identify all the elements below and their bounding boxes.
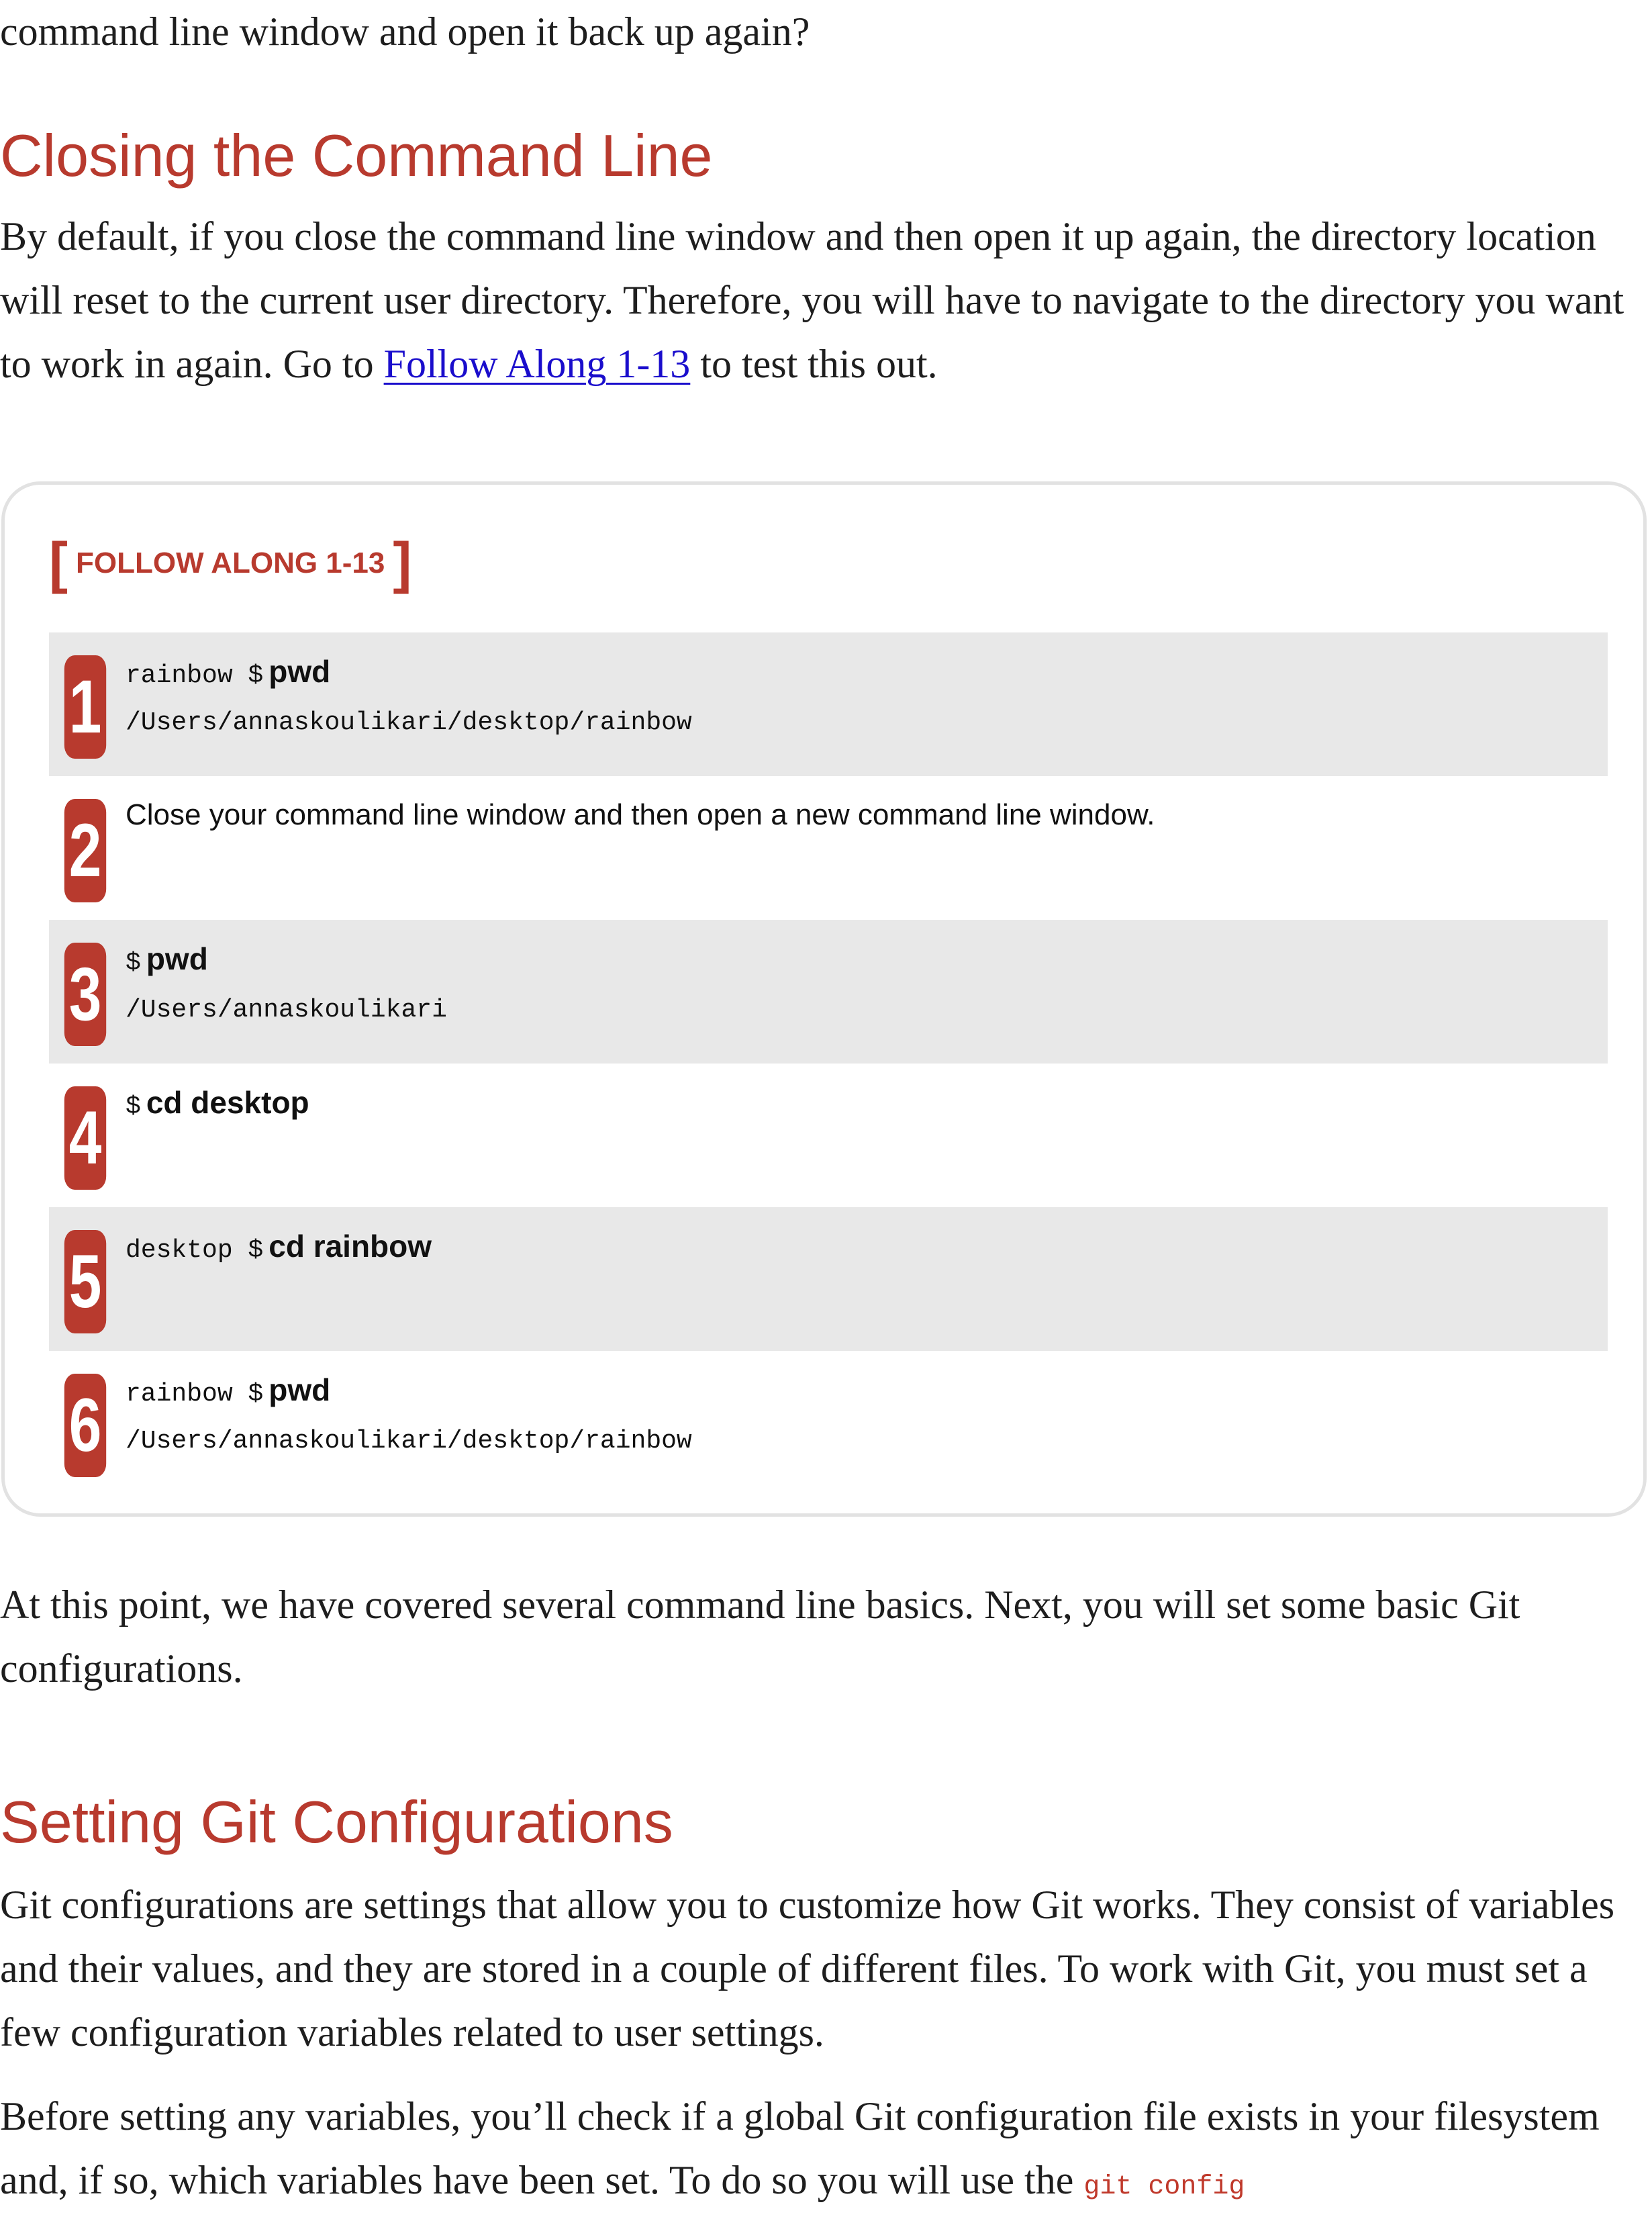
intro-paragraph: command line window and open it back up again? xyxy=(0,9,810,54)
step-5 xyxy=(49,1207,1608,1351)
shell-command: cd desktop xyxy=(146,1085,309,1120)
step-3 xyxy=(49,920,1608,1064)
shell-output: /Users/annaskoulikari/desktop/rainbow xyxy=(126,708,692,737)
shell-output: /Users/annaskoulikari/desktop/rainbow xyxy=(126,1427,692,1456)
shell-prompt: rainbow $ xyxy=(126,1380,264,1409)
closing-paragraph-tail: to test this out. xyxy=(690,342,938,386)
heading-closing-command-line: Closing the Command Line xyxy=(0,122,713,189)
basics-paragraph: At this point, we have covered several command line basics. Next, you will set some basic Git configurations. xyxy=(0,1583,1520,1691)
git-config-check-text: Before setting any variables, you’ll check if a global Git configuration file exists in your filesystem and, if so, which variables have been set. To do so you will use the xyxy=(0,2094,1600,2202)
follow-along-link[interactable]: Follow Along 1-13 xyxy=(383,342,691,386)
title-bracket-close: ] xyxy=(393,531,412,594)
step-command-line xyxy=(126,1081,309,1132)
step-number-badge: 5 xyxy=(64,1230,106,1333)
title-bracket-open: [ xyxy=(49,531,68,594)
shell-command: pwd xyxy=(269,654,331,689)
follow-along-title-text: FOLLOW ALONG 1-13 xyxy=(75,546,385,579)
step-number-badge: 3 xyxy=(64,943,106,1046)
step-number-badge: 1 xyxy=(64,655,106,759)
shell-prompt: $ xyxy=(126,949,141,978)
heading-setting-git-configurations: Setting Git Configurations xyxy=(0,1789,673,1855)
step-command-line xyxy=(126,1225,432,1276)
closing-paragraph-text: By default, if you close the command line window and then open it up again, the directory location will reset to the current user directory. Therefore, you will have to navigate to the directory you want to work in again. Go to xyxy=(0,214,1624,386)
shell-output: /Users/annaskoulikari xyxy=(126,996,447,1025)
shell-prompt: desktop $ xyxy=(126,1236,264,1265)
step-number-badge: 4 xyxy=(64,1086,106,1190)
follow-along-box xyxy=(1,481,1647,1517)
shell-command: pwd xyxy=(146,941,208,976)
step-6 xyxy=(49,1351,1608,1495)
step-instruction: Close your command line window and then open a new command line window. xyxy=(126,798,1155,831)
closing-paragraph xyxy=(0,205,1638,396)
git-config-paragraph: Git configurations are settings that allow you to customize how Git works. They consist of variables and their values, and they are stored in a couple of different files. To work with Git, you must set a few configuration variables related to user settings. xyxy=(0,1883,1615,2055)
shell-command: pwd xyxy=(269,1372,331,1407)
shell-prompt: rainbow $ xyxy=(126,661,264,690)
git-config-check-paragraph xyxy=(0,2085,1638,2219)
step-command-line xyxy=(126,650,330,701)
shell-command: cd rainbow xyxy=(269,1229,432,1264)
follow-along-title xyxy=(49,530,411,596)
shell-prompt: $ xyxy=(126,1092,141,1121)
step-1 xyxy=(49,632,1608,776)
step-4 xyxy=(49,1064,1608,1207)
step-number-badge: 6 xyxy=(64,1374,106,1477)
step-number-badge: 2 xyxy=(64,799,106,902)
inline-code-git-config: git config xyxy=(1083,2172,1245,2202)
step-2 xyxy=(49,776,1608,920)
step-command-line xyxy=(126,1368,330,1419)
step-command-line xyxy=(126,937,208,988)
